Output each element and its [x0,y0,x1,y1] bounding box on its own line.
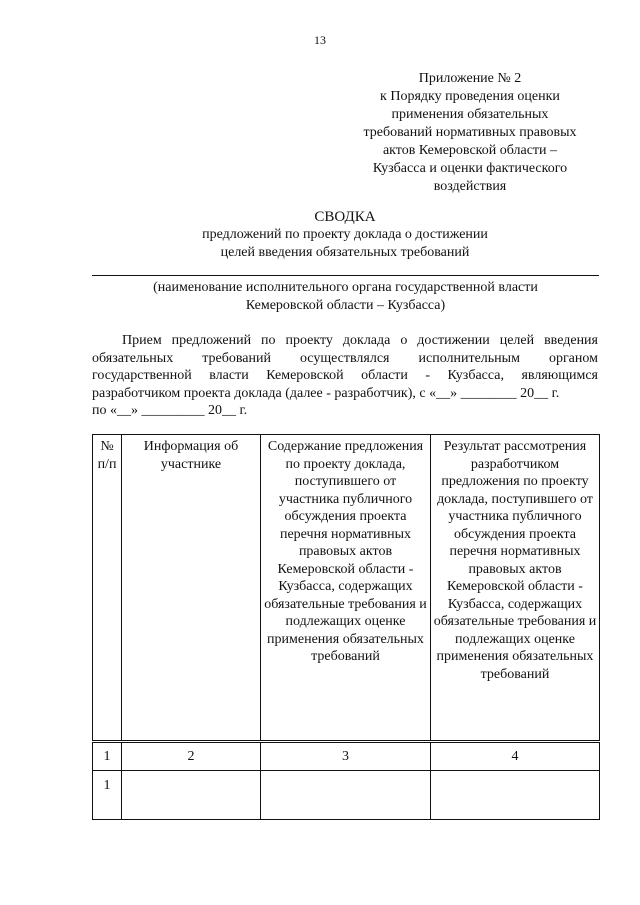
header-row [93,435,600,741]
column-number: 1 [93,743,122,771]
document-title [90,208,600,262]
table-cell [122,771,261,820]
column-number: 2 [122,743,261,771]
table-cell: 1 [93,771,122,820]
appendix-line: Приложение № 2 [418,71,522,86]
body-paragraph [92,332,598,420]
appendix-line: к Порядку проведения оценки [380,89,560,104]
org-caption-line: (наименование исполнительного органа государственной власти [153,280,538,295]
appendix-line: применения обязательных [391,107,549,122]
table-cell [261,771,431,820]
body-text-last-line: по «__» _________ 20__ г. [92,403,248,418]
header-cell-number: № п/п [93,435,122,741]
table-cell [431,771,600,820]
body-table [92,742,600,820]
appendix-line: требований нормативных правовых [363,125,577,140]
appendix-note [340,70,600,196]
title-line: целей введения обязательных требований [220,245,470,260]
title-main: СВОДКА [314,209,376,225]
header-table [92,434,600,741]
org-name-underline [92,275,599,276]
appendix-line: Кузбасса и оценки фактического [372,161,568,176]
header-cell-proposal: Содержание предложения по проекту доклада, поступившего от участника публичного обсуждения проекта перечня нормативных правовых актов Кемеровской области - Кузбасса, содержащих обязательные требования и подлежащих оценке применения обязательных требований [261,435,431,741]
column-number: 3 [261,743,431,771]
header-cell-result: Результат рассмотрения разработчиком предложения по проекту доклада, поступившего от участника публичного обсуждения проекта перечня нормативных правовых актов Кемеровской области - Кузбасса, содержащих обязательные требования и подлежащих оценке применения обязательных требований [431,435,600,741]
table-row [93,771,600,820]
appendix-line: воздействия [433,179,507,194]
org-caption-line: Кемеровской области – Кузбасса) [245,298,446,313]
title-line: предложений по проекту доклада о достижении [202,227,488,242]
header-cell-participant: Информация об участнике [122,435,261,741]
body-text: Прием предложений по проекту доклада о достижении целей введения обязательных требований осуществлялся исполнительным органом государственной власти Кемеровской области - Кузбасса, являющимся разработчиком проекта доклада (далее - разработчик), с «__» ________ 20__ г. [92,333,598,401]
column-number: 4 [431,743,600,771]
org-caption [92,279,599,315]
appendix-line: актов Кемеровской области – [382,143,558,158]
column-number-row [93,743,600,771]
page-number: 13 [314,33,326,47]
